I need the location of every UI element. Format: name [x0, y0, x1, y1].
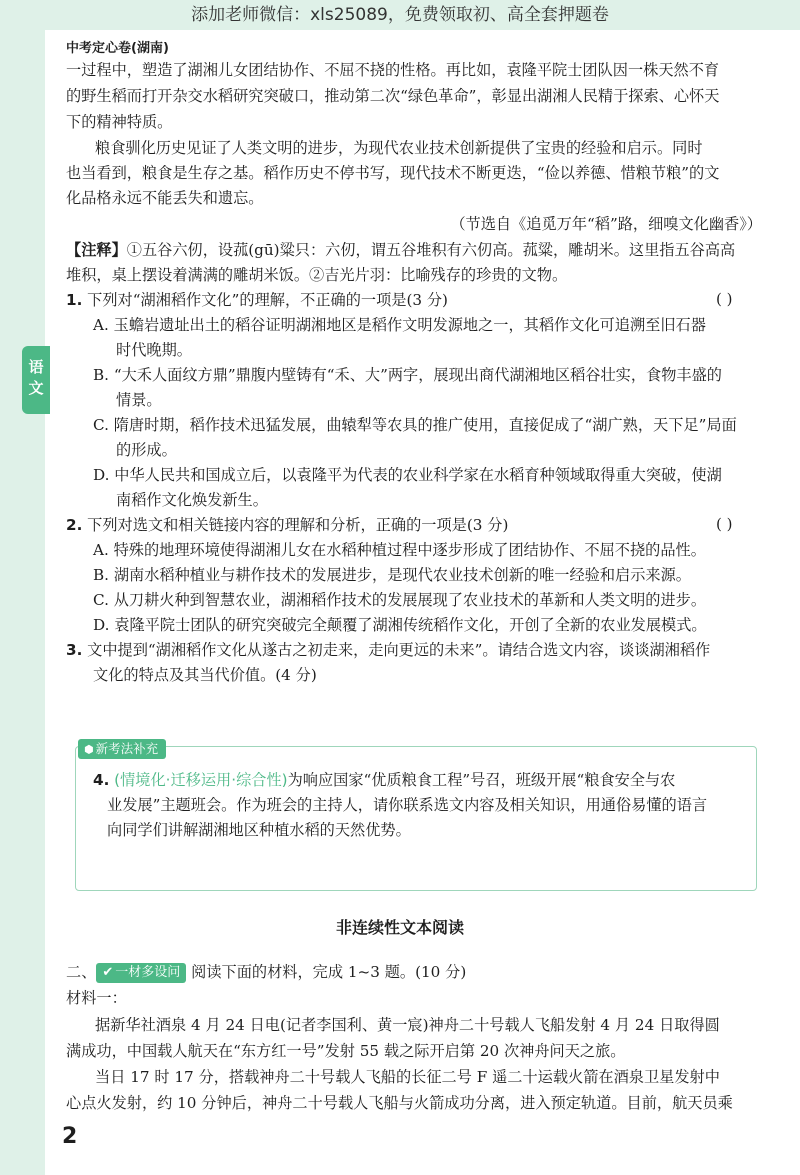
answer-blank-2[interactable]: ( ) [716, 515, 733, 533]
material-label: 材料一： [66, 989, 127, 1007]
question-3-text: 文中提到“湖湘稻作文化从遂古之初走来，走向更远的未来”。请结合选文内容，谈谈湖湘稻作 [87, 641, 711, 659]
multi-question-label: 一材多设问 [115, 965, 181, 980]
passage-line: 的野生稻而打开杂交水稻研究突破口，推动第二次“绿色革命”，彰显出湖湘人民精于探索、心怀天 [66, 87, 720, 105]
option-2b: B. 湖南水稻种植业与耕作技术的发展进步，是现代农业技术创新的唯一经验和启示来源。 [93, 566, 691, 584]
part2-instruction-line [66, 962, 466, 983]
question-4-cont: 业发展”主题班会。作为班会的主持人，请你联系选文内容及相关知识，用通俗易懂的语言 [107, 796, 708, 814]
running-head: 中考定心卷(湖南) [66, 41, 169, 56]
passage-line: 也当看到，粮食是生存之基。稻作历史不停书写，现代技术不断更迭，“俭以养德、惜粮节粮”的文 [66, 164, 720, 182]
option-1a: A. 玉蟾岩遗址出土的稻谷证明湖湘地区是稻作文明发源地之一，其稻作文化可追溯至旧石器 [93, 316, 706, 334]
question-3-number: 3. [66, 641, 83, 659]
note-line [66, 240, 735, 260]
question-2-text: 下列对选文和相关链接内容的理解和分析，正确的一项是(3 分) [87, 516, 509, 534]
material-line: 心点火发射，约 10 分钟后，神舟二十号载人飞船与火箭成功分离，进入预定轨道。目前，航天员乘 [66, 1094, 733, 1112]
subject-tab: 语文 [22, 346, 50, 414]
question-4-tags: (情境化·迁移运用·综合性) [114, 771, 288, 789]
part2-instruction: 阅读下面的材料，完成 1~3 题。(10 分) [191, 963, 467, 981]
question-4-number: 4. [93, 771, 110, 789]
new-method-tag [78, 739, 166, 759]
question-4-cont: 向同学们讲解湖湘地区种植水稻的天然优势。 [107, 821, 411, 839]
question-1-stem [66, 290, 448, 310]
question-1-text: 下列对“湖湘稻作文化”的理解，不正确的一项是(3 分) [87, 291, 448, 309]
answer-blank-1[interactable]: ( ) [716, 290, 733, 308]
top-banner: 添加老师微信：xls25089，免费领取初、高全套押题卷 [191, 5, 609, 25]
option-1c: C. 隋唐时期，稻作技术迅猛发展，曲辕犁等农具的推广使用，直接促成了“湖广熟，天下足”局面 [93, 416, 737, 434]
option-1b-cont: 情景。 [116, 391, 162, 409]
passage-line: 下的精神特质。 [66, 113, 173, 131]
question-1-number: 1. [66, 291, 83, 309]
passage-line: 粮食驯化历史见证了人类文明的进步，为现代农业技术创新提供了宝贵的经验和启示。同时 [95, 139, 703, 157]
part2-prefix: 二、 [66, 963, 97, 981]
check-icon: ✔ [102, 965, 114, 980]
question-3-stem [66, 640, 710, 660]
option-2a: A. 特殊的地理环境使得湖湘儿女在水稻种植过程中逐步形成了团结协作、不屈不挠的品性。 [93, 541, 706, 559]
shield-icon: ⬢ [84, 743, 94, 756]
material-line: 当日 17 时 17 分，搭载神舟二十号载人飞船的长征二号 F 遥二十运载火箭在酒泉卫星发射中 [95, 1068, 720, 1086]
extra-question-box [75, 746, 757, 891]
note-label: 【注释】 [66, 241, 127, 259]
question-3-cont: 文化的特点及其当代价值。(4 分) [93, 666, 317, 684]
option-2c: C. 从刀耕火种到智慧农业，湖湘稻作技术的发展展现了农业技术的革新和人类文明的进步。 [93, 591, 707, 609]
passage-line: 化品格永远不能丢失和遗忘。 [66, 189, 264, 207]
option-1c-cont: 的形成。 [116, 441, 177, 459]
option-1b: B. “大禾人面纹方鼎”鼎腹内壁铸有“禾、大”两字，展现出商代湖湘地区稻谷壮实，食物丰盛的 [93, 366, 722, 384]
page-number: 2 [62, 1124, 78, 1149]
new-method-label: 新考法补充 [95, 741, 159, 756]
option-1d: D. 中华人民共和国成立后，以袁隆平为代表的农业科学家在水稻育种领域取得重大突破，使湖 [93, 466, 722, 484]
multi-question-tag [96, 963, 186, 983]
note-text: ①五谷六仞，设菰(gū)粱只：六仞，谓五谷堆积有六仞高。菰粱，雕胡米。这里指五谷高高 [126, 241, 736, 259]
material-line: 满成功，中国载人航天在“东方红一号”发射 55 载之际开启第 20 次神舟问天之旅。 [66, 1042, 626, 1060]
question-2-stem [66, 515, 508, 535]
question-4-stem [93, 770, 675, 790]
option-1a-cont: 时代晚期。 [116, 341, 192, 359]
section-title: 非连续性文本阅读 [335, 918, 464, 937]
option-1d-cont: 南稻作文化焕发新生。 [116, 491, 268, 509]
note-line: 堆积，桌上摆设着满满的雕胡米饭。②吉光片羽：比喻残存的珍贵的文物。 [66, 266, 568, 284]
passage-line: 一过程中，塑造了湖湘儿女团结协作、不屈不挠的性格。再比如，袁隆平院士团队因一株天然不育 [66, 61, 720, 79]
question-2-number: 2. [66, 516, 83, 534]
question-4-text: 为响应国家“优质粮食工程”号召，班级开展“粮食安全与农 [287, 771, 676, 789]
source-line: （节选自《追觅万年“稻”路，细嗅文化幽香》） [450, 215, 762, 233]
material-line: 据新华社酒泉 4 月 24 日电(记者李国利、黄一宸)神舟二十号载人飞船发射 4 月 24 日取得圆 [95, 1016, 720, 1034]
option-2d: D. 袁隆平院士团队的研究突破完全颠覆了湖湘传统稻作文化，开创了全新的农业发展模式。 [93, 616, 707, 634]
